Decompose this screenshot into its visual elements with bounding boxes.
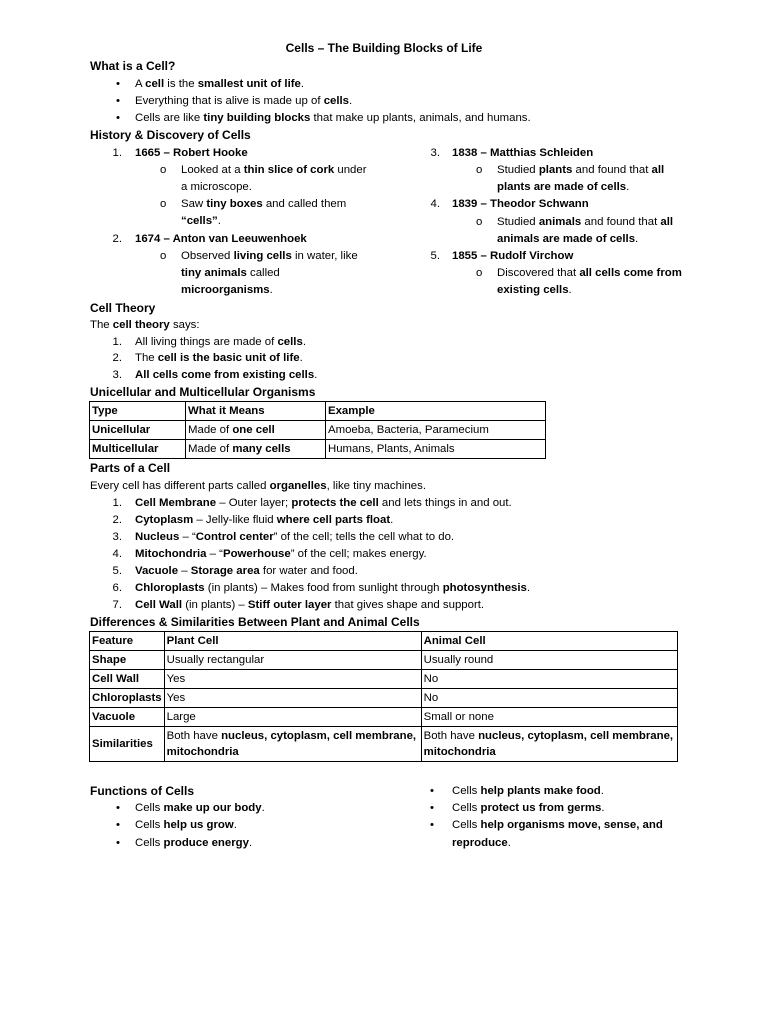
table-header-cell: What it Means: [186, 402, 326, 421]
table-cell: Similarities: [90, 727, 165, 762]
table-cell: Humans, Plants, Animals: [326, 440, 546, 459]
list-item: Discovered that all cells come from: [497, 267, 682, 279]
list-item: Cells make up our body.: [135, 802, 265, 814]
list-item: Everything that is alive is made up of cells.: [135, 95, 353, 107]
list-item: Cytoplasm – Jelly-like fluid where cell parts float.: [135, 514, 394, 526]
table-cell: Multicellular: [90, 440, 186, 459]
organisms-table: [89, 401, 546, 459]
list-item: Cell Wall (in plants) – Stiff outer layer that gives shape and support.: [135, 599, 485, 611]
table-row: [90, 708, 678, 727]
table-header-row: [90, 402, 546, 421]
sub-bullet-glyph: o: [160, 198, 167, 210]
history-item-schwann: 1839 – Theodor Schwann: [452, 198, 589, 210]
list-item: A cell is the smallest unit of life.: [135, 78, 305, 90]
table-header-cell: Type: [90, 402, 186, 421]
table-cell: Made of many cells: [186, 440, 326, 459]
list-item: Studied plants and found that all: [497, 164, 665, 176]
list-item: The cell is the basic unit of life.: [135, 352, 303, 364]
history-item-hooke: 1665 – Robert Hooke: [135, 147, 248, 159]
list-item: Cells produce energy.: [135, 837, 253, 849]
section-heading-cell-theory: Cell Theory: [90, 301, 156, 315]
list-number: 2.: [112, 514, 122, 526]
section-heading-organisms: Unicellular and Multicellular Organisms: [90, 385, 316, 399]
section-heading-functions: Functions of Cells: [90, 784, 195, 798]
bullet-glyph: •: [430, 802, 434, 814]
table-row: [90, 670, 678, 689]
list-item-continued: reproduce.: [452, 837, 511, 849]
section-heading-what-is-a-cell: What is a Cell?: [90, 59, 176, 73]
list-number: 5.: [430, 250, 440, 262]
list-item: Studied animals and found that all: [497, 216, 674, 228]
table-cell: Cell Wall: [90, 670, 165, 689]
section-heading-parts: Parts of a Cell: [90, 461, 171, 475]
list-item: Nucleus – “Control center” of the cell; tells the cell what to do.: [135, 531, 455, 543]
list-item: Chloroplasts (in plants) – Makes food from sunlight through photosynthesis.: [135, 582, 531, 594]
table-cell: Shape: [90, 651, 165, 670]
sub-bullet-glyph: o: [476, 164, 483, 176]
list-item: All living things are made of cells.: [135, 336, 306, 348]
table-cell: Unicellular: [90, 421, 186, 440]
paragraph: Every cell has different parts called organelles, like tiny machines.: [90, 480, 426, 492]
list-number: 1.: [112, 147, 122, 159]
list-number: 3.: [112, 531, 122, 543]
bullet-glyph: •: [116, 78, 120, 90]
table-header-row: [90, 632, 678, 651]
list-number: 3.: [112, 369, 122, 381]
table-cell: Chloroplasts: [90, 689, 165, 708]
bullet-glyph: •: [116, 837, 120, 849]
bullet-glyph: •: [430, 819, 434, 831]
table-row: [90, 440, 546, 459]
list-item-continued: microorganisms.: [181, 284, 273, 296]
list-number: 3.: [430, 147, 440, 159]
list-item-continued: existing cells.: [497, 284, 572, 296]
table-cell: No: [421, 670, 677, 689]
sub-bullet-glyph: o: [476, 216, 483, 228]
sub-bullet-glyph: o: [160, 164, 167, 176]
table-header-cell: Plant Cell: [164, 632, 421, 651]
list-item: Cells help us grow.: [135, 819, 237, 831]
table-row: [90, 421, 546, 440]
list-number: 1.: [112, 497, 122, 509]
table-cell: Yes: [164, 670, 421, 689]
table-header-cell: Feature: [90, 632, 165, 651]
bullet-glyph: •: [116, 819, 120, 831]
list-item: All cells come from existing cells.: [135, 369, 318, 381]
table-cell: Amoeba, Bacteria, Paramecium: [326, 421, 546, 440]
table-cell: Small or none: [421, 708, 677, 727]
history-item-virchow: 1855 – Rudolf Virchow: [452, 250, 574, 262]
list-number: 1.: [112, 336, 122, 348]
table-cell: Made of one cell: [186, 421, 326, 440]
table-row: [90, 651, 678, 670]
bullet-glyph: •: [116, 112, 120, 124]
list-item: Cell Membrane – Outer layer; protects the cell and lets things in and out.: [135, 497, 512, 509]
section-heading-compare: Differences & Similarities Between Plant and Animal Cells: [90, 615, 420, 629]
page-title: Cells – The Building Blocks of Life: [285, 41, 483, 55]
table-row: [90, 689, 678, 708]
table-cell: No: [421, 689, 677, 708]
bullet-glyph: •: [116, 95, 120, 107]
compare-table: [89, 631, 678, 762]
table-cell: Large: [164, 708, 421, 727]
list-number: 7.: [112, 599, 122, 611]
list-number: 2.: [112, 352, 122, 364]
list-number: 2.: [112, 233, 122, 245]
table-cell: Usually rectangular: [164, 651, 421, 670]
paragraph: The cell theory says:: [90, 319, 200, 331]
list-item: Looked at a thin slice of cork under: [181, 164, 367, 176]
list-item: Mitochondria – “Powerhouse” of the cell; makes energy.: [135, 548, 427, 560]
table-cell: Vacuole: [90, 708, 165, 727]
list-item: Cells help plants make food.: [452, 785, 604, 797]
table-header-cell: Animal Cell: [421, 632, 677, 651]
list-number: 5.: [112, 565, 122, 577]
list-number: 4.: [430, 198, 440, 210]
list-item-continued: animals are made of cells.: [497, 233, 639, 245]
history-item-leeuwenhoek: 1674 – Anton van Leeuwenhoek: [135, 233, 307, 245]
list-item-continued: “cells”.: [181, 215, 221, 227]
history-item-schleiden: 1838 – Matthias Schleiden: [452, 147, 594, 159]
list-item: Cells protect us from germs.: [452, 802, 605, 814]
list-number: 4.: [112, 548, 122, 560]
list-item-continued: a microscope.: [181, 181, 252, 193]
table-header-cell: Example: [326, 402, 546, 421]
list-item: Cells are like tiny building blocks that make up plants, animals, and humans.: [135, 112, 531, 124]
sub-bullet-glyph: o: [160, 250, 167, 262]
list-item: Cells help organisms move, sense, and: [452, 819, 663, 831]
sub-bullet-glyph: o: [476, 267, 483, 279]
list-item-continued: plants are made of cells.: [497, 181, 630, 193]
list-number: 6.: [112, 582, 122, 594]
table-cell: Both have nucleus, cytoplasm, cell membrane, mitochondria: [164, 727, 421, 762]
table-cell: Both have nucleus, cytoplasm, cell membrane, mitochondria: [421, 727, 677, 762]
list-item: Saw tiny boxes and called them: [181, 198, 347, 210]
list-item-continued: tiny animals called: [181, 267, 280, 279]
section-heading-history: History & Discovery of Cells: [90, 128, 251, 142]
table-cell: Yes: [164, 689, 421, 708]
bullet-glyph: •: [430, 785, 434, 797]
list-item: Vacuole – Storage area for water and food.: [135, 565, 358, 577]
table-row: [90, 727, 678, 762]
bullet-glyph: •: [116, 802, 120, 814]
list-item: Observed living cells in water, like: [181, 250, 358, 262]
table-cell: Usually round: [421, 651, 677, 670]
